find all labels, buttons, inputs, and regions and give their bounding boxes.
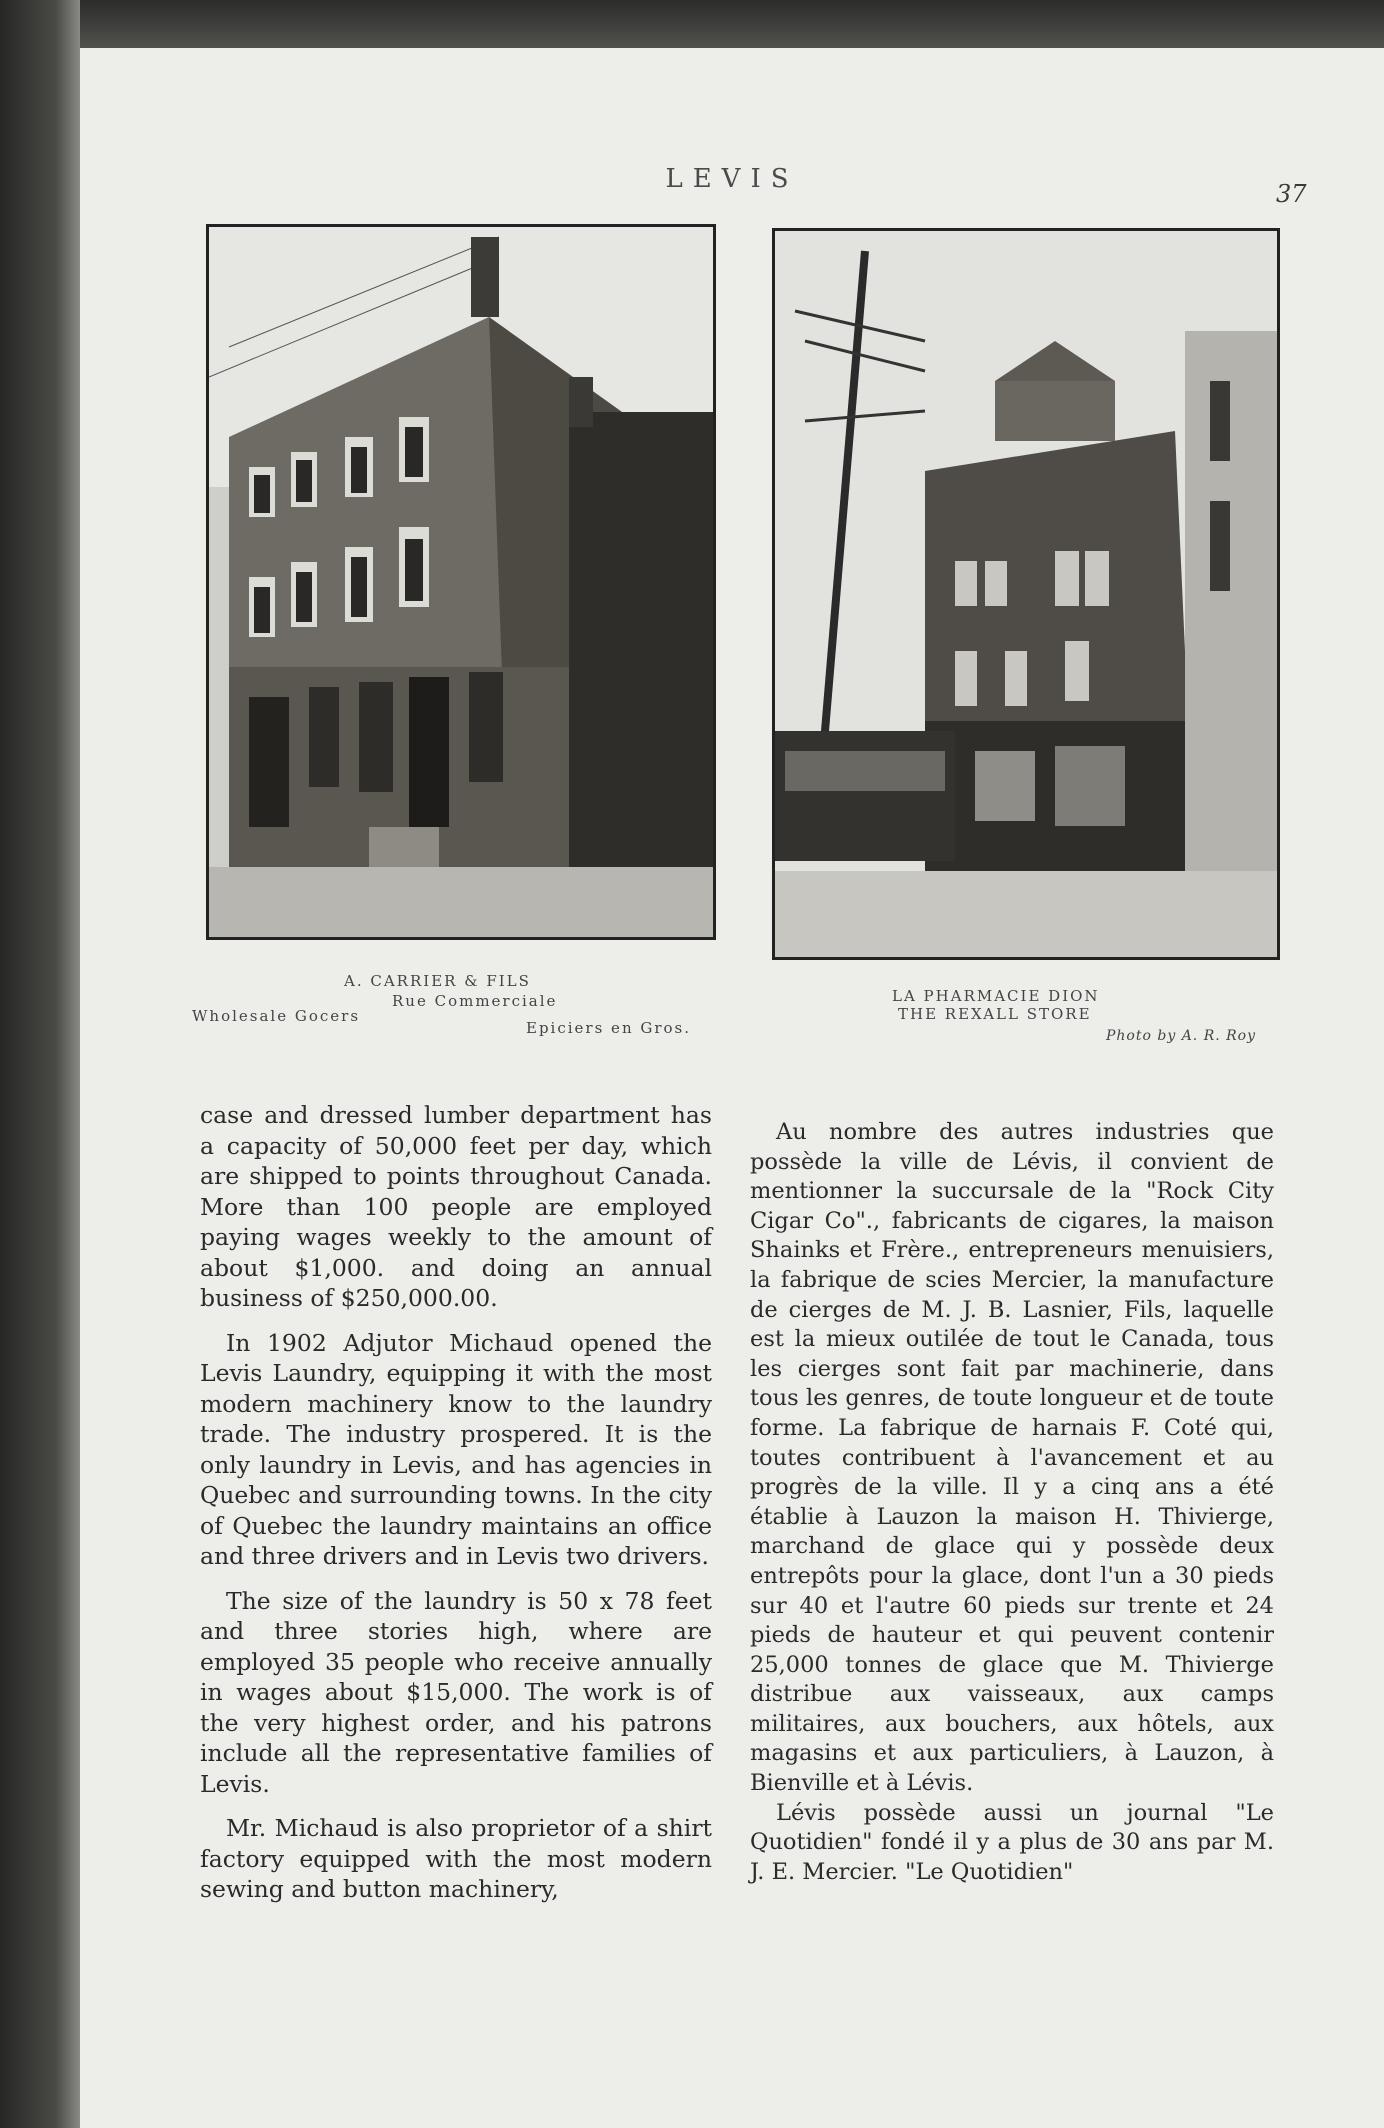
paragraph: The size of the laundry is 50 x 78 feet and three stories high, where are employed 35 people who receive annually in wages about $15,000. The work is of the very highest order, and his patrons include all the representative families of Levis. <box>200 1586 712 1798</box>
paragraph: Mr. Michaud is also proprietor of a shirt factory equipped with the most modern sewing and button machinery, <box>200 1814 712 1903</box>
paragraph: Lévis possède aussi un journal "Le Quotidien" fondé il y a plus de 30 ans par M. J. E. Mercier. "Le Quotidien" <box>750 1799 1274 1885</box>
page <box>80 48 1384 2128</box>
caption-carrier-title: A. CARRIER & FILS <box>344 972 531 990</box>
paragraph: case and dressed lumber department has a capacity of 50,000 feet per day, which are shipped to points throughout Canada. More than 100 people are employed paying wages weekly to the amount of about $1,000. and doing an annual business of $250,000.00. <box>200 1101 712 1312</box>
right-column <box>750 1118 1274 1887</box>
caption-carrier-street: Rue Commerciale <box>392 992 558 1010</box>
book-edge-top <box>0 0 1384 54</box>
caption-pharmacie-title: LA PHARMACIE DION <box>892 987 1100 1005</box>
book-edge-left <box>0 0 80 2128</box>
caption-carrier-english: Wholesale Gocers <box>192 1007 361 1025</box>
photo-carrier-building <box>206 224 716 940</box>
paragraph: In 1902 Adjutor Michaud opened the Levis Laundry, equipping it with the most modern machinery know to the laundry trade. The industry prospered. It is the only laundry in Levis, and has agencies in Quebec and surrounding towns. In the city of Quebec the laundry maintains an office and three drivers and in Levis two drivers. <box>200 1328 712 1570</box>
page-number: 37 <box>1276 180 1307 208</box>
photo-credit: Photo by A. R. Roy <box>1106 1028 1257 1044</box>
running-head: LEVIS <box>665 164 799 194</box>
caption-pharmacie-subtitle: THE REXALL STORE <box>898 1005 1092 1023</box>
left-column <box>200 1100 712 1919</box>
photo-pharmacie-dion <box>772 228 1280 960</box>
paragraph: Au nombre des autres industries que possède la ville de Lévis, il convient de mentionner la succursale de la "Rock City Cigar Co"., fabricants de cigares, la maison Shainks et Frère., entrepreneurs menuisiers, la fabrique de scies Mercier, la manufacture de cierges de M. J. B. Lasnier, Fils, laquelle est la mieux outilée de tout le Canada, tous les cierges sont fait par machinerie, dans tous les genres, de toute longueur et de toute forme. La fabrique de harnais F. Coté qui, toutes contribuent à l'avancement et au progrès de la ville. Il y a cinq ans a été établie à Lauzon la maison H. Thivierge, marchand de glace qui y possède deux entrepôts pour la glace, dont l'un a 30 pieds sur 40 et l'autre 60 pieds sur trente et 24 pieds de hauteur et qui peuvent contenir 25,000 tonnes de glace que M. Thivierge distribue aux vaisseaux, aux camps militaires, aux bouchers, aux hôtels, aux magasins et aux particuliers, à Lauzon, à Bienville et à Lévis. <box>750 1119 1274 1797</box>
caption-carrier-french: Epiciers en Gros. <box>526 1019 692 1037</box>
